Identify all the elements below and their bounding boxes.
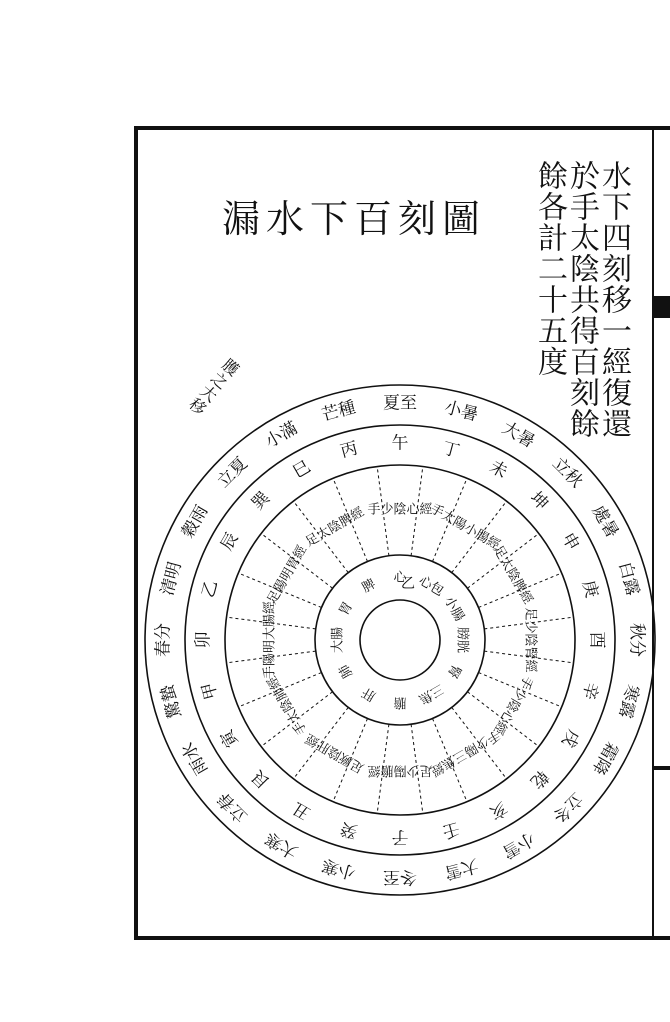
solar-term-label-16: 清明 <box>157 559 186 598</box>
center-mark: 乙 <box>401 576 415 592</box>
meridian-label-4: 足少陽膽經 <box>367 762 433 778</box>
direction-label-11: 丑 <box>289 797 315 824</box>
organ-label-9: 脾 <box>359 576 379 597</box>
direction-label-16: 乙 <box>198 578 223 600</box>
solar-term-label-21: 夏至 <box>383 393 417 414</box>
solar-term-label-18: 立夏 <box>213 453 252 492</box>
note-column-3: 餘各計二十五度 <box>532 160 567 377</box>
organ-label-2: 腎 <box>443 661 464 681</box>
direction-label-12: 艮 <box>247 765 275 793</box>
direction-label-13: 寅 <box>216 725 243 751</box>
meridian-label-3: 手少陽三焦經 <box>427 726 503 779</box>
solar-term-label-6: 立冬 <box>548 788 587 827</box>
dial-ring-0 <box>145 385 655 895</box>
side-mark: 臒之大移 <box>184 354 243 419</box>
solar-term-label-3: 秋分 <box>626 623 647 657</box>
organ-label-4: 膽 <box>393 694 407 710</box>
meridian-label-7: 手陽明大腸經 <box>262 600 278 680</box>
note-column-1: 水下四刻移一經復還 <box>596 160 631 439</box>
solar-term-label-9: 冬至 <box>383 866 417 887</box>
solar-term-label-1: 處暑 <box>587 502 622 542</box>
solar-term-label-20: 芒種 <box>319 397 358 426</box>
solar-term-label-13: 雨水 <box>178 738 213 778</box>
direction-label-4: 辛 <box>577 680 602 702</box>
solar-term-label-5: 霜降 <box>587 738 622 778</box>
direction-label-7: 亥 <box>485 797 511 824</box>
meridian-label-9: 足太陰脾經 <box>303 504 367 551</box>
solar-term-label-15: 春分 <box>153 623 174 657</box>
organ-label-7: 大腸 <box>330 626 346 654</box>
direction-label-19: 巳 <box>289 456 315 483</box>
solar-term-label-7: 小雪 <box>498 827 538 862</box>
dial-ring-2 <box>225 465 575 815</box>
direction-label-8: 壬 <box>440 817 462 842</box>
meridian-label-11: 手太陽小腸經 <box>427 501 503 554</box>
diagram-title: 漏水下百刻圖 <box>222 197 487 241</box>
direction-label-1: 申 <box>557 529 584 555</box>
solar-term-label-11: 大寒 <box>262 827 302 862</box>
direction-label-5: 戌 <box>557 725 584 751</box>
note-column-2: 於手太陰共得百刻餘 <box>564 160 599 439</box>
organ-label-5: 肝 <box>359 683 379 704</box>
meridian-label-6: 手太陰肺經 <box>264 673 311 737</box>
organ-label-8: 胃 <box>336 599 357 619</box>
solar-term-label-12: 立春 <box>213 788 252 827</box>
direction-label-10: 癸 <box>338 817 360 842</box>
solar-term-label-23: 大暑 <box>498 418 538 453</box>
dial-ring-4 <box>360 600 440 680</box>
organ-label-0: 小腸 <box>440 593 467 625</box>
meridian-label-1: 足少陰腎經 <box>522 607 538 673</box>
solar-term-label-19: 小滿 <box>262 418 302 453</box>
direction-label-15: 卯 <box>193 631 214 649</box>
solar-term-label-2: 白露 <box>614 559 643 598</box>
solar-term-label-0: 立秋 <box>548 453 587 492</box>
meridian-label-2: 手少陰心經 <box>489 673 536 737</box>
meridian-label-10: 手少陰心經 <box>367 502 433 518</box>
direction-label-2: 庚 <box>577 578 602 600</box>
direction-label-22: 丁 <box>440 438 462 463</box>
direction-label-0: 坤 <box>525 487 553 515</box>
solar-term-label-14: 驚蟄 <box>157 682 186 721</box>
direction-label-17: 辰 <box>216 529 243 555</box>
meridian-label-5: 足厥陰肝經 <box>303 729 367 776</box>
organ-label-11: 心包 <box>415 573 447 600</box>
solar-term-label-10: 小寒 <box>319 854 358 883</box>
organ-label-10: 心 <box>393 570 407 586</box>
organ-label-6: 肺 <box>336 661 357 681</box>
dial-ring-1 <box>185 425 615 855</box>
organ-label-1: 膀胱 <box>454 626 470 654</box>
meridian-label-0: 足太陰脾經 <box>489 543 536 607</box>
organ-label-3: 三焦 <box>415 680 447 707</box>
direction-label-21: 午 <box>391 433 409 454</box>
direction-label-6: 乾 <box>525 765 553 793</box>
direction-label-20: 丙 <box>338 438 360 463</box>
meridian-label-8: 足陽明胃經 <box>264 543 311 607</box>
solar-term-label-17: 穀雨 <box>178 502 213 542</box>
direction-label-9: 子 <box>391 826 409 847</box>
solar-term-label-22: 小暑 <box>442 397 481 426</box>
solar-term-label-4: 寒露 <box>614 682 643 721</box>
direction-label-14: 甲 <box>198 680 223 702</box>
direction-label-18: 巽 <box>247 487 275 515</box>
direction-label-3: 酉 <box>586 631 607 649</box>
direction-label-23: 未 <box>485 456 511 483</box>
solar-term-label-8: 大雪 <box>442 854 481 883</box>
